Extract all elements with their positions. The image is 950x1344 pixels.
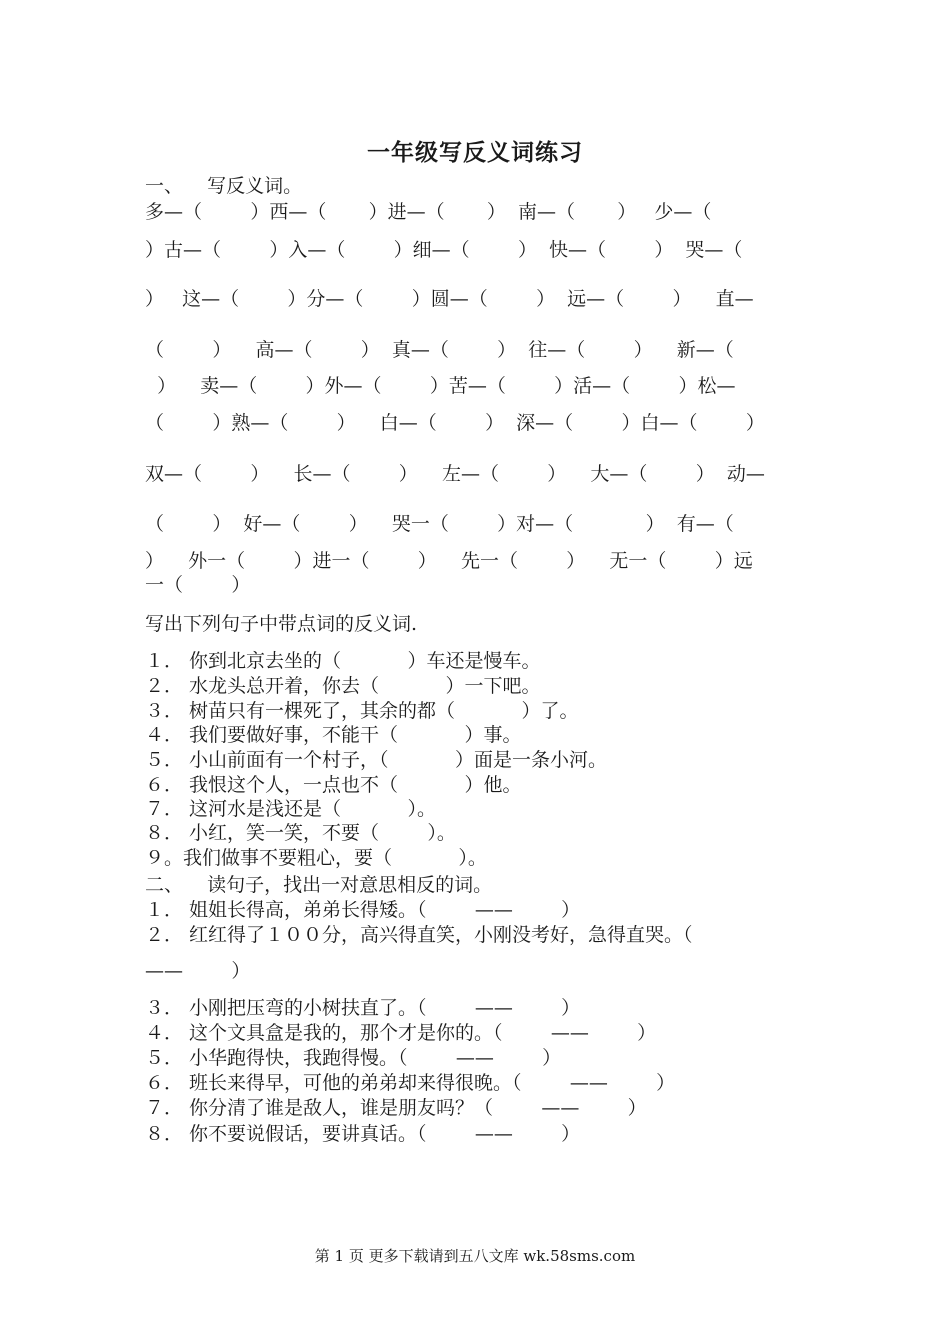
pair-item-continued: —— ） [145,960,251,982]
antonym-row: 多—（ ）西—（ ）进—（ ） 南—（ ） 少—（ [145,201,712,223]
pair-item: ５． 小华跑得快，我跑得慢。（ —— ） [145,1047,562,1069]
antonym-row: （ ） 好—（ ） 哭一（ ）对—（ ） 有—（ [145,513,734,535]
antonym-row: ）古—（ ）入—（ ）细—（ ） 快—（ ） 哭—（ [145,239,743,261]
sentence-item: ８． 小红，笑一笑，不要（ ）。 [145,822,456,844]
pair-item: ８． 你不要说假话，要讲真话。（ —— ） [145,1123,581,1145]
sentence-item: ５． 小山前面有一个村子，（ ）面是一条小河。 [145,749,607,771]
pair-item: １． 姐姐长得高，弟弟长得矮。（ —— ） [145,899,581,921]
page-footer: 第 1 页 更多下载请到五八文库 wk.58sms.com [314,1247,636,1265]
antonym-row: ） 卖—（ ）外—（ ）苦—（ ）活—（ ）松— [145,375,736,397]
pair-item: ４． 这个文具盒是我的，那个才是你的。（ —— ） [145,1022,657,1044]
antonym-row: 一（ ） [145,574,251,596]
sentence-item: ７． 这河水是浅还是（ ）。 [145,798,436,820]
sentence-item: ４． 我们要做好事，不能干（ ）事。 [145,724,522,746]
antonym-row: 双—（ ） 长—（ ） 左—（ ） 大—（ ） 动— [145,463,765,485]
sentence-item: ９。我们做事不要粗心，要（ ）。 [145,847,487,869]
pair-item: ６． 班长来得早，可他的弟弟却来得很晚。（ —— ） [145,1072,676,1094]
antonym-row: （ ）熟—（ ） 白—（ ） 深—（ ）白—（ ） [145,412,765,434]
section3-heading: 二、 读句子，找出一对意思相反的词。 [145,874,493,896]
pair-item: ７． 你分清了谁是敌人，谁是朋友吗？（ —— ） [145,1097,647,1119]
sentence-item: ２． 水龙头总开着，你去（ ）一下吧。 [145,675,541,697]
pair-item: ２． 红红得了１００分，高兴得直笑，小刚没考好，急得直哭。（ [145,924,693,946]
section2-heading: 写出下列句子中带点词的反义词. [145,613,418,635]
antonym-row: ） 外一（ ）进一（ ） 先一（ ） 无一（ ）远 [145,550,753,572]
antonym-row: （ ） 高—（ ） 真—（ ） 往—（ ） 新—（ [145,339,734,361]
sentence-item: １． 你到北京去坐的（ ）车还是慢车。 [145,650,541,672]
sentence-item: ６． 我恨这个人，一点也不（ ）他。 [145,774,522,796]
sentence-item: ３． 树苗只有一棵死了，其余的都（ ）了。 [145,700,579,722]
pair-item: ３． 小刚把压弯的小树扶直了。（ —— ） [145,997,581,1019]
antonym-row: ） 这—（ ）分—（ ）圆—（ ） 远—（ ） 直— [145,288,754,310]
section1-heading: 一、 写反义词。 [145,175,303,197]
page-title: 一年级写反义词练习 [367,140,583,166]
